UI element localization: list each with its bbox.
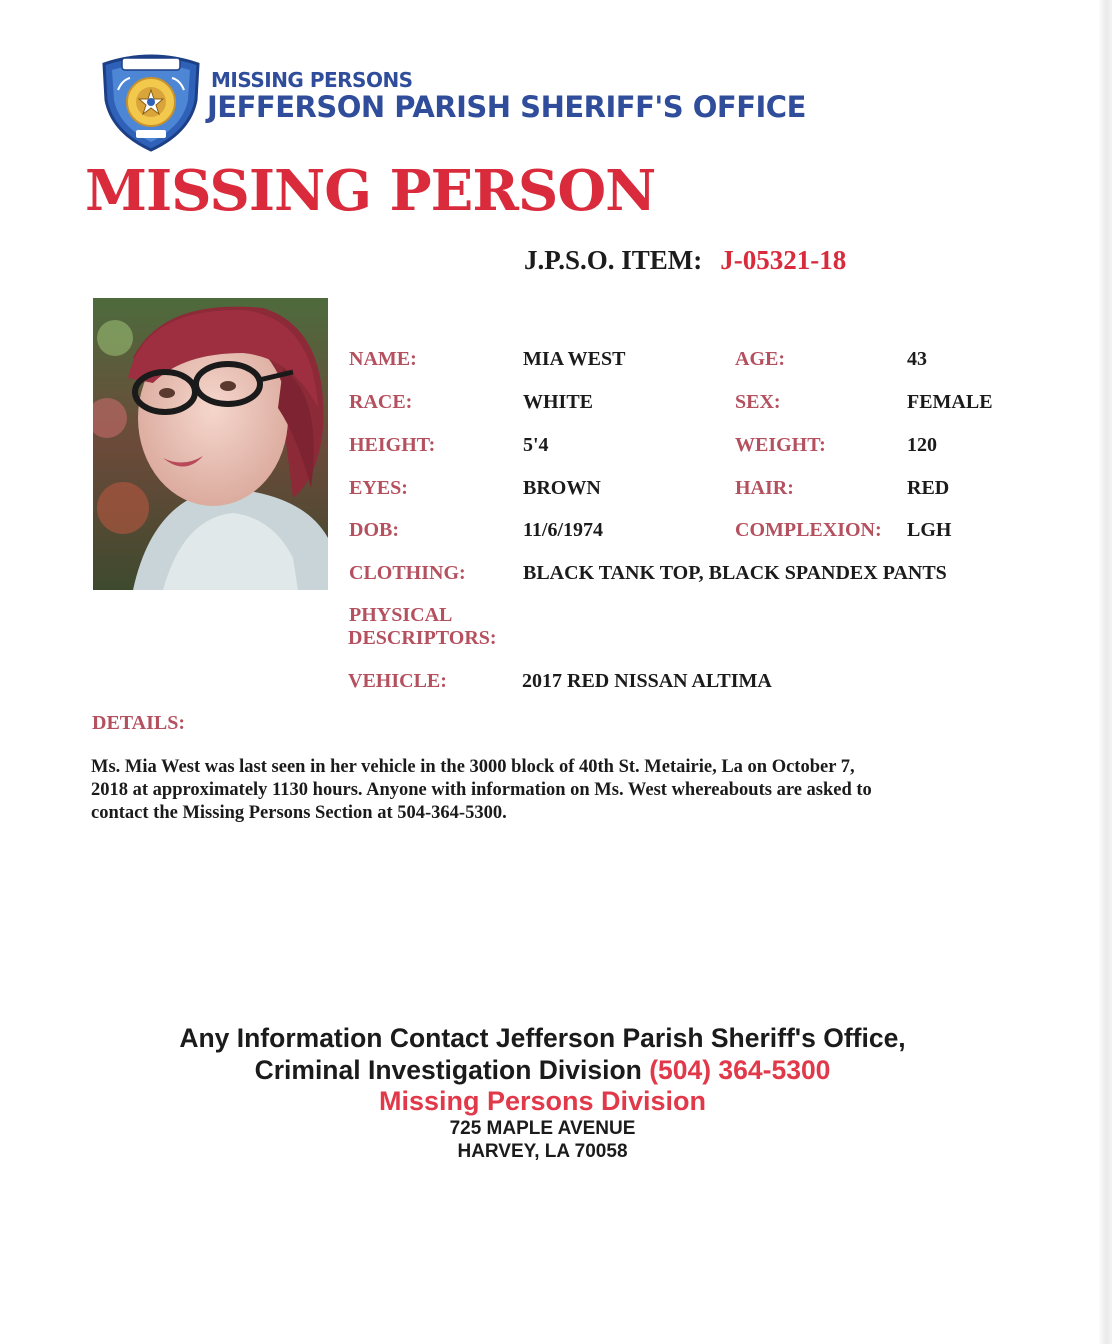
page-title: MISSING PERSON bbox=[85, 158, 656, 224]
vehicle-value: 2017 RED NISSAN ALTIMA bbox=[522, 670, 772, 692]
item-label: J.P.S.O. ITEM: bbox=[524, 245, 703, 275]
contact-phone: (504) 364-5300 bbox=[649, 1055, 831, 1085]
dob-value: 11/6/1974 bbox=[523, 519, 604, 541]
name-label: NAME: bbox=[349, 348, 417, 370]
weight-label: WEIGHT: bbox=[735, 434, 826, 456]
height-value: 5'4 bbox=[523, 434, 549, 456]
contact-line: Any Information Contact Jefferson Parish Sheriff's Office, bbox=[179, 1023, 906, 1053]
division-name: Criminal Investigation Division bbox=[254, 1055, 642, 1085]
clothing-label: CLOTHING: bbox=[349, 562, 466, 584]
dob-label: DOB: bbox=[349, 519, 399, 541]
details-line: 2018 at approximately 1130 hours. Anyone with information on Ms. West whereabouts are asked to bbox=[91, 780, 872, 800]
race-label: RACE: bbox=[349, 391, 413, 413]
address-street: 725 MAPLE AVENUE bbox=[449, 1118, 636, 1139]
page-edge bbox=[1098, 0, 1112, 1344]
details-line: contact the Missing Persons Section at 504-364-5300. bbox=[91, 803, 507, 823]
person-photo bbox=[93, 298, 328, 590]
missing-persons-division: Missing Persons Division bbox=[378, 1086, 707, 1116]
hair-value: RED bbox=[907, 477, 950, 499]
header-subtitle: MISSING PERSONS bbox=[211, 68, 413, 92]
division-line bbox=[0, 1054, 1085, 1086]
address-city: HARVEY, LA 70058 bbox=[457, 1141, 628, 1162]
details-label: DETAILS: bbox=[92, 712, 185, 734]
details-line: Ms. Mia West was last seen in her vehicle in the 3000 block of 40th St. Metairie, La on October 7, bbox=[91, 757, 855, 777]
sex-value: FEMALE bbox=[907, 391, 993, 413]
age-label: AGE: bbox=[735, 348, 785, 370]
weight-value: 120 bbox=[907, 434, 937, 456]
complexion-label: COMPLEXION: bbox=[735, 519, 882, 541]
details-text bbox=[91, 756, 991, 825]
contact-footer bbox=[0, 1022, 1085, 1163]
complexion-value: LGH bbox=[907, 519, 952, 541]
item-number-row bbox=[524, 245, 846, 276]
sheriff-badge-icon bbox=[98, 50, 204, 152]
physical-label-line2: DESCRIPTORS: bbox=[348, 627, 497, 649]
race-value: WHITE bbox=[523, 391, 594, 413]
sex-label: SEX: bbox=[735, 391, 781, 413]
eyes-label: EYES: bbox=[349, 477, 408, 499]
hair-label: HAIR: bbox=[735, 477, 794, 499]
age-value: 43 bbox=[907, 348, 927, 370]
name-value: MIA WEST bbox=[523, 348, 626, 370]
vehicle-label: VEHICLE: bbox=[348, 670, 447, 692]
physical-label-line1: PHYSICAL bbox=[349, 604, 453, 626]
agency-name: JEFFERSON PARISH SHERIFF'S OFFICE bbox=[207, 90, 806, 124]
clothing-value: BLACK TANK TOP, BLACK SPANDEX PANTS bbox=[523, 562, 947, 584]
height-label: HEIGHT: bbox=[349, 434, 436, 456]
item-value: J-05321-18 bbox=[720, 245, 847, 275]
eyes-value: BROWN bbox=[523, 477, 601, 499]
